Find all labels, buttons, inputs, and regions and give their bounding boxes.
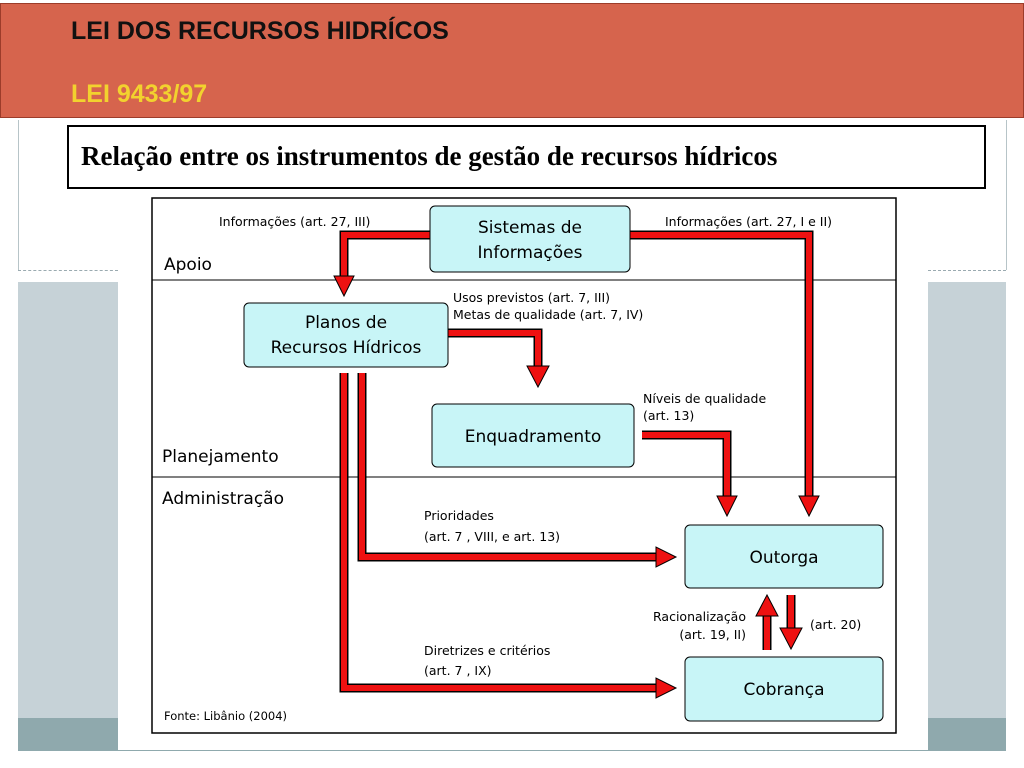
label-usos: Usos previstos (art. 7, III) (453, 290, 611, 305)
box-enquadramento-label: Enquadramento (464, 427, 602, 447)
slide-band-right (928, 282, 1006, 718)
label-prioridades-2: (art. 7 , VIII, e art. 13) (424, 529, 561, 544)
label-diretrizes-1: Diretrizes e critérios (424, 643, 551, 658)
slide-title: LEI DOS RECURSOS HIDRÍCOS (71, 17, 449, 45)
box-sistemas-line2: Informações (477, 243, 583, 263)
label-niveis-1: Níveis de qualidade (643, 391, 767, 406)
slide-footer-left (18, 718, 118, 750)
box-sistemas-line1: Sistemas de (478, 218, 582, 238)
slide-band-left (18, 282, 118, 718)
slide-header (0, 3, 1024, 118)
box-planos-line2: Recursos Hídricos (270, 338, 422, 358)
slide-divider-right (928, 270, 1006, 271)
slide-subtitle: LEI 9433/97 (71, 80, 208, 108)
box-planos-line1: Planos de (304, 313, 388, 333)
label-diretrizes-2: (art. 7 , IX) (424, 663, 492, 678)
label-art20: (art. 20) (810, 617, 862, 632)
label-niveis-2: (art. 13) (643, 408, 695, 423)
slide-divider-left (18, 270, 118, 271)
box-outorga-label: Outorga (749, 548, 819, 568)
section-label-administracao: Administração (162, 489, 284, 509)
caption-text: Relação entre os instrumentos de gestão de recursos hídricos (81, 141, 778, 171)
slide-footer-right (928, 718, 1006, 750)
label-info-right: Informações (art. 27, I e II) (665, 214, 833, 229)
box-sistemas-informacoes (430, 206, 630, 272)
diagram-canvas (118, 190, 928, 740)
label-racionalizacao-2: (art. 19, II) (679, 627, 746, 642)
box-cobranca (685, 657, 883, 721)
box-enquadramento (432, 404, 634, 467)
label-prioridades-1: Prioridades (424, 508, 494, 523)
label-racionalizacao-1: Racionalização (653, 609, 746, 624)
section-label-planejamento: Planejamento (162, 447, 279, 467)
label-fonte: Fonte: Libânio (2004) (164, 709, 288, 723)
box-cobranca-label: Cobrança (743, 680, 825, 700)
label-metas: Metas de qualidade (art. 7, IV) (453, 307, 644, 322)
caption-box (67, 125, 986, 189)
section-label-apoio: Apoio (164, 255, 212, 275)
box-planos-recursos-hidricos (244, 303, 448, 367)
diagram (118, 190, 928, 740)
slide-footer-line (18, 750, 1006, 751)
label-info-left: Informações (art. 27, III) (219, 214, 371, 229)
box-outorga (685, 525, 883, 588)
